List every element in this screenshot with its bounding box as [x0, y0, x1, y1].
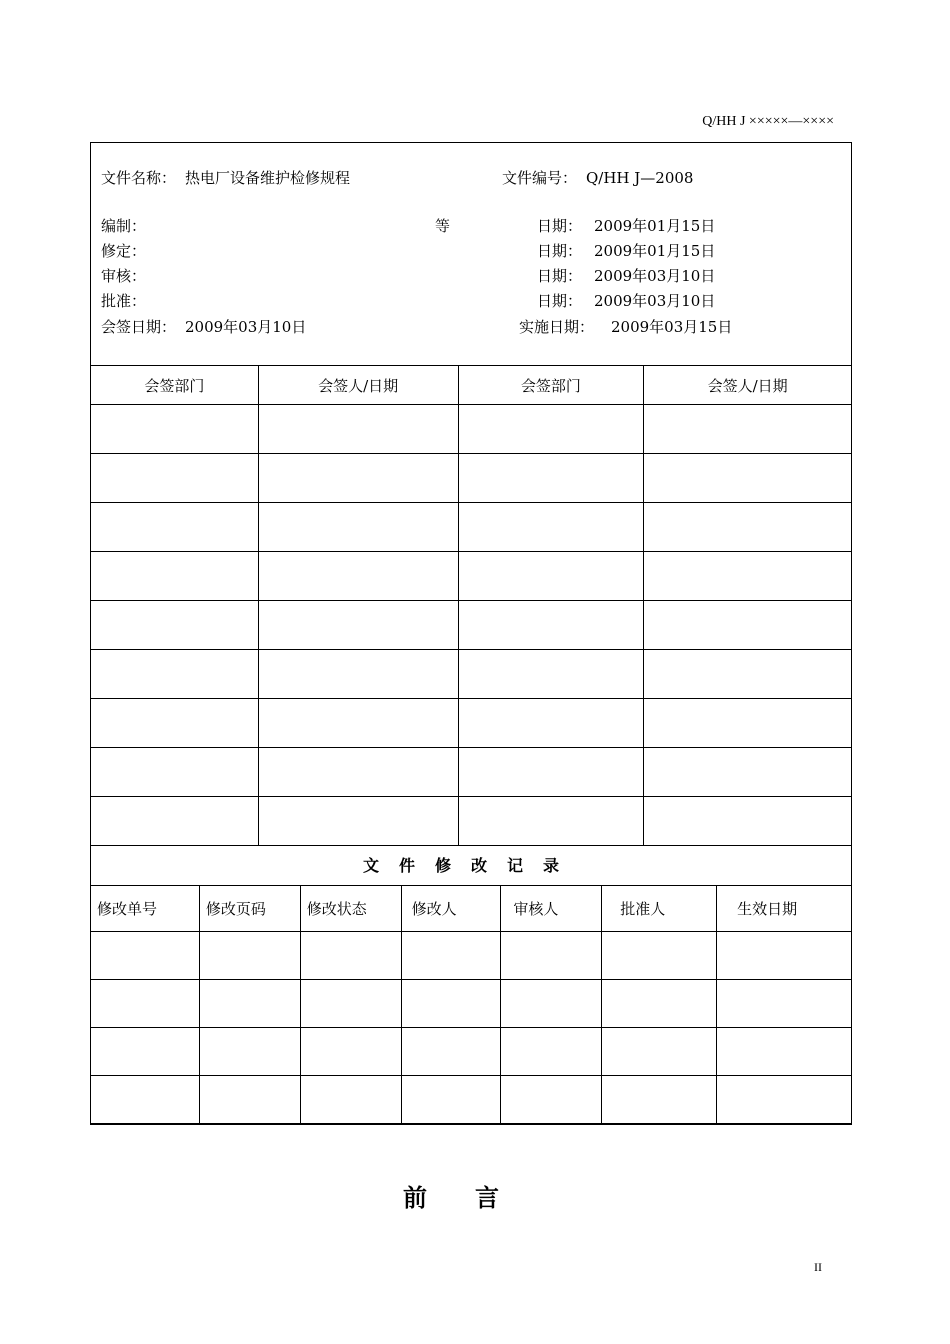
compile-extra: 等: [435, 217, 451, 235]
revise-label: 修定：: [101, 242, 147, 260]
revision-cell[interactable]: [199, 980, 300, 1028]
countersign-cell[interactable]: [644, 699, 852, 748]
revise-date-label: 日期：: [537, 242, 583, 260]
revision-cell[interactable]: [602, 980, 717, 1028]
revision-cell[interactable]: [717, 1076, 852, 1124]
file-name: 热电厂设备维护检修规程: [185, 169, 351, 187]
info-row-revise: [101, 240, 841, 262]
revision-cell[interactable]: [300, 980, 401, 1028]
countersign-row: [91, 503, 852, 552]
countersign-header-signer: 会签人/日期: [644, 366, 852, 405]
countersign-cell[interactable]: [458, 699, 644, 748]
review-date: 2009年03月10日: [594, 267, 716, 285]
countersign-cell[interactable]: [258, 699, 458, 748]
countersign-cell[interactable]: [644, 748, 852, 797]
effective-date: 2009年03月15日: [611, 318, 733, 336]
revision-cell[interactable]: [401, 1028, 501, 1076]
countersign-cell[interactable]: [644, 503, 852, 552]
countersign-cell[interactable]: [458, 454, 644, 503]
countersign-cell[interactable]: [644, 797, 852, 846]
countersign-cell[interactable]: [258, 503, 458, 552]
file-name-label: 文件名称：: [101, 169, 177, 187]
countersign-row: [91, 552, 852, 601]
revision-row: [91, 932, 852, 980]
countersign-cell[interactable]: [91, 748, 259, 797]
document-code: Q/HH J ×××××—××××: [702, 114, 834, 129]
countersign-cell[interactable]: [458, 601, 644, 650]
revision-cell[interactable]: [717, 932, 852, 980]
revision-cell[interactable]: [717, 1028, 852, 1076]
countersign-cell[interactable]: [258, 748, 458, 797]
page-number: II: [814, 1260, 822, 1274]
countersign-header-dept: 会签部门: [91, 366, 259, 405]
countersign-cell[interactable]: [458, 797, 644, 846]
review-label: 审核：: [101, 267, 147, 285]
revision-cell[interactable]: [501, 980, 602, 1028]
info-row-compile: [101, 215, 841, 237]
countersign-cell[interactable]: [458, 552, 644, 601]
info-row-name: [101, 167, 841, 189]
countersign-row: [91, 699, 852, 748]
countersign-row: [91, 601, 852, 650]
countersign-cell[interactable]: [258, 797, 458, 846]
revision-header-row: [91, 886, 852, 932]
countersign-cell[interactable]: [91, 454, 259, 503]
countersign-row: [91, 405, 852, 454]
revision-row: [91, 1076, 852, 1124]
revision-header-effective-date: 生效日期: [717, 886, 852, 932]
countersign-row: [91, 748, 852, 797]
revision-cell[interactable]: [501, 1076, 602, 1124]
info-row-countersign: [101, 316, 841, 338]
revision-cell[interactable]: [300, 1028, 401, 1076]
compile-date-label: 日期：: [537, 217, 583, 235]
revision-cell[interactable]: [300, 1076, 401, 1124]
revision-cell[interactable]: [91, 1028, 200, 1076]
review-date-label: 日期：: [537, 267, 583, 285]
countersign-cell[interactable]: [258, 601, 458, 650]
revision-cell[interactable]: [401, 1076, 501, 1124]
revision-row: [91, 1028, 852, 1076]
revision-cell[interactable]: [91, 980, 200, 1028]
revision-record-title: 文件修改记录: [362, 856, 579, 875]
countersign-cell[interactable]: [258, 552, 458, 601]
revision-cell[interactable]: [602, 932, 717, 980]
info-row-review: [101, 265, 841, 287]
document-info: [91, 143, 851, 366]
countersign-cell[interactable]: [458, 405, 644, 454]
countersign-cell[interactable]: [458, 503, 644, 552]
countersign-row: [91, 650, 852, 699]
countersign-cell[interactable]: [91, 650, 259, 699]
countersign-date: 2009年03月10日: [185, 318, 307, 336]
document-frame: [90, 142, 852, 1125]
revision-cell[interactable]: [602, 1028, 717, 1076]
revision-cell[interactable]: [401, 932, 501, 980]
countersign-cell[interactable]: [644, 454, 852, 503]
countersign-cell[interactable]: [458, 650, 644, 699]
compile-label: 编制：: [101, 217, 147, 235]
countersign-cell[interactable]: [91, 405, 259, 454]
revision-header-modifier: 修改人: [401, 886, 501, 932]
countersign-cell[interactable]: [258, 454, 458, 503]
revision-cell[interactable]: [199, 932, 300, 980]
countersign-cell[interactable]: [644, 650, 852, 699]
countersign-cell[interactable]: [258, 405, 458, 454]
revise-date: 2009年01月15日: [594, 242, 716, 260]
info-row-approve: [101, 290, 841, 312]
revision-cell[interactable]: [401, 980, 501, 1028]
countersign-cell[interactable]: [258, 650, 458, 699]
effective-date-label: 实施日期：: [519, 318, 595, 336]
countersign-cell[interactable]: [644, 601, 852, 650]
countersign-cell[interactable]: [91, 699, 259, 748]
revision-cell[interactable]: [717, 980, 852, 1028]
revision-row: [91, 980, 852, 1028]
countersign-cell[interactable]: [91, 552, 259, 601]
countersign-cell[interactable]: [644, 552, 852, 601]
revision-header-order-no: 修改单号: [91, 886, 200, 932]
revision-cell[interactable]: [501, 932, 602, 980]
revision-header-reviewer: 审核人: [501, 886, 602, 932]
countersign-cell[interactable]: [91, 503, 259, 552]
countersign-header-row: [91, 366, 852, 405]
countersign-cell[interactable]: [644, 405, 852, 454]
revision-header-approver: 批准人: [602, 886, 717, 932]
countersign-date-label: 会签日期：: [101, 318, 177, 336]
countersign-cell[interactable]: [458, 748, 644, 797]
approve-date-label: 日期：: [537, 292, 583, 310]
countersign-cell[interactable]: [91, 797, 259, 846]
revision-cell[interactable]: [199, 1028, 300, 1076]
revision-cell[interactable]: [91, 1076, 200, 1124]
file-no: Q/HH J—2008: [586, 169, 694, 187]
preface-title: 前言: [403, 1184, 547, 1212]
approve-date: 2009年03月10日: [594, 292, 716, 310]
countersign-cell[interactable]: [91, 601, 259, 650]
revision-cell[interactable]: [199, 1076, 300, 1124]
countersign-row: [91, 454, 852, 503]
countersign-header-dept: 会签部门: [458, 366, 644, 405]
revision-record-table: [90, 885, 852, 1124]
revision-cell[interactable]: [91, 932, 200, 980]
revision-header-page: 修改页码: [199, 886, 300, 932]
revision-cell[interactable]: [300, 932, 401, 980]
file-no-label: 文件编号：: [502, 169, 578, 187]
approve-label: 批准：: [101, 292, 147, 310]
revision-cell[interactable]: [501, 1028, 602, 1076]
countersign-table: [90, 365, 852, 846]
countersign-header-signer: 会签人/日期: [258, 366, 458, 405]
countersign-row: [91, 797, 852, 846]
revision-cell[interactable]: [602, 1076, 717, 1124]
compile-date: 2009年01月15日: [594, 217, 716, 235]
revision-header-status: 修改状态: [300, 886, 401, 932]
